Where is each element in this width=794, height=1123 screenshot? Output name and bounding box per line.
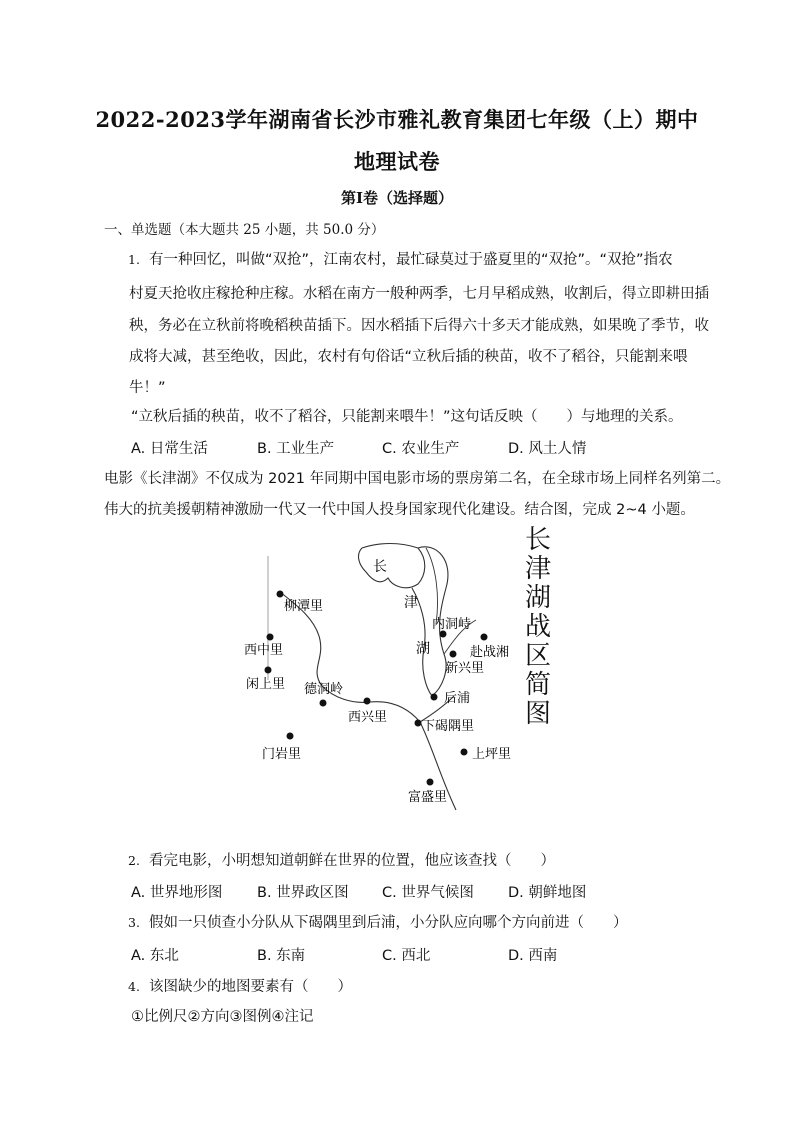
question-text-line: 成将大减，甚至绝收，因此，农村有句俗话“立秋后插的秧苗，收不了稻谷，只能割来喂 <box>129 349 688 365</box>
map-title: 长津湖战区简图 <box>524 525 551 729</box>
question-text-line: 牛！” <box>129 380 166 396</box>
option-b[interactable]: B. 世界政区图 <box>257 885 349 901</box>
question-prompt: 假如一只侦查小分队从下碣隅里到后浦，小分队应向哪个方向前进（ ） <box>149 915 628 931</box>
lake-label-char: 津 <box>404 595 418 611</box>
option-c[interactable]: C. 西北 <box>382 948 431 964</box>
place-marker <box>364 698 371 705</box>
passage-line: 电影《长津湖》不仅成为 2021 年同期中国电影市场的票房第二名，在全球市场上同样名列第二。 <box>104 471 731 487</box>
place-label-menyanli: 门岩里 <box>262 747 302 762</box>
lake-label-char: 长 <box>373 559 387 575</box>
section-heading: 一、单选题（本大题共 25 小题，共 50.0 分） <box>104 222 385 238</box>
passage-line: 伟大的抗美援朝精神激励一代又一代中国人投身国家现代化建设。结合图，完成 2~4 小题。 <box>104 502 695 518</box>
question-items: ①比例尺②方向③图例④注记 <box>131 1009 314 1025</box>
question-number: 4. <box>128 979 140 994</box>
place-marker <box>277 591 284 598</box>
place-label-xiajieyuli: 下碣隅里 <box>422 719 475 734</box>
place-marker <box>265 667 272 674</box>
question-number: 3. <box>128 915 140 930</box>
place-marker <box>461 749 468 756</box>
question-text-line: 村夏天抢收庄稼抢种庄稼。水稻在南方一般种两季，七月早稻成熟，收割后，得立即耕田插 <box>129 286 709 302</box>
changjin-lake-map <box>240 520 565 815</box>
place-marker <box>450 651 457 658</box>
option-a[interactable]: A. 世界地形图 <box>131 885 223 901</box>
place-marker <box>267 634 274 641</box>
place-marker <box>431 694 438 701</box>
volume-heading: 第Ⅰ卷（选择题） <box>340 189 454 207</box>
question-number: 2. <box>128 853 140 868</box>
place-label-shangpingli: 上坪里 <box>472 747 512 762</box>
question-prompt: 该图缺少的地图要素有（ ） <box>149 979 352 995</box>
option-d[interactable]: D. 西南 <box>508 948 558 964</box>
lake-label-char: 湖 <box>416 641 430 657</box>
lake-inner-shore <box>426 548 438 624</box>
place-label-fuzhanxiang: 赴战湘 <box>470 645 510 660</box>
place-label-fushengli: 富盛里 <box>408 790 448 805</box>
place-label-xianshangli: 闲上里 <box>246 677 286 692</box>
place-label-xinxingli: 新兴里 <box>445 661 485 676</box>
place-label-neidongzhi: 内洞峙 <box>432 617 472 632</box>
place-label-dedongling: 德洞岭 <box>304 682 344 697</box>
place-label-xizhongli: 西中里 <box>244 643 284 658</box>
place-marker <box>287 733 294 740</box>
question-prompt: 看完电影，小明想知道朝鲜在世界的位置，他应该查找（ ） <box>149 853 555 869</box>
place-label-houpu: 后浦 <box>444 691 471 706</box>
question-prompt: “立秋后插的秧苗，收不了稻谷，只能割来喂牛！”这句话反映（ ）与地理的关系。 <box>131 409 683 425</box>
place-label-xixingli: 西兴里 <box>348 710 388 725</box>
option-d[interactable]: D. 风土人情 <box>508 441 587 457</box>
option-c[interactable]: C. 农业生产 <box>382 441 460 457</box>
place-marker <box>427 779 434 786</box>
option-d[interactable]: D. 朝鲜地图 <box>508 885 587 901</box>
question-text-line: 秧，务必在立秋前将晚稻秧苗插下。因水稻插下后得六十多天才能成熟，如果晚了季节，收 <box>129 318 709 334</box>
option-a[interactable]: A. 东北 <box>131 948 179 964</box>
question-number: 1. <box>128 252 140 267</box>
option-b[interactable]: B. 工业生产 <box>257 441 335 457</box>
page-title: 2022-2023学年湖南省长沙市雅礼教育集团七年级（上）期中 <box>95 107 699 132</box>
option-c[interactable]: C. 世界气候图 <box>382 885 474 901</box>
page-subtitle: 地理试卷 <box>354 149 440 174</box>
option-a[interactable]: A. 日常生活 <box>131 441 208 457</box>
question-text-line: 有一种回忆，叫做“双抢”，江南农村，最忙碌莫过于盛夏里的“双抢”。“双抢”指农 <box>149 252 673 268</box>
lake-outline-north <box>359 544 425 588</box>
place-marker <box>481 634 488 641</box>
option-b[interactable]: B. 东南 <box>257 948 306 964</box>
place-label-liutanli: 柳潭里 <box>284 599 324 614</box>
place-marker <box>320 700 327 707</box>
place-marker <box>415 720 422 727</box>
